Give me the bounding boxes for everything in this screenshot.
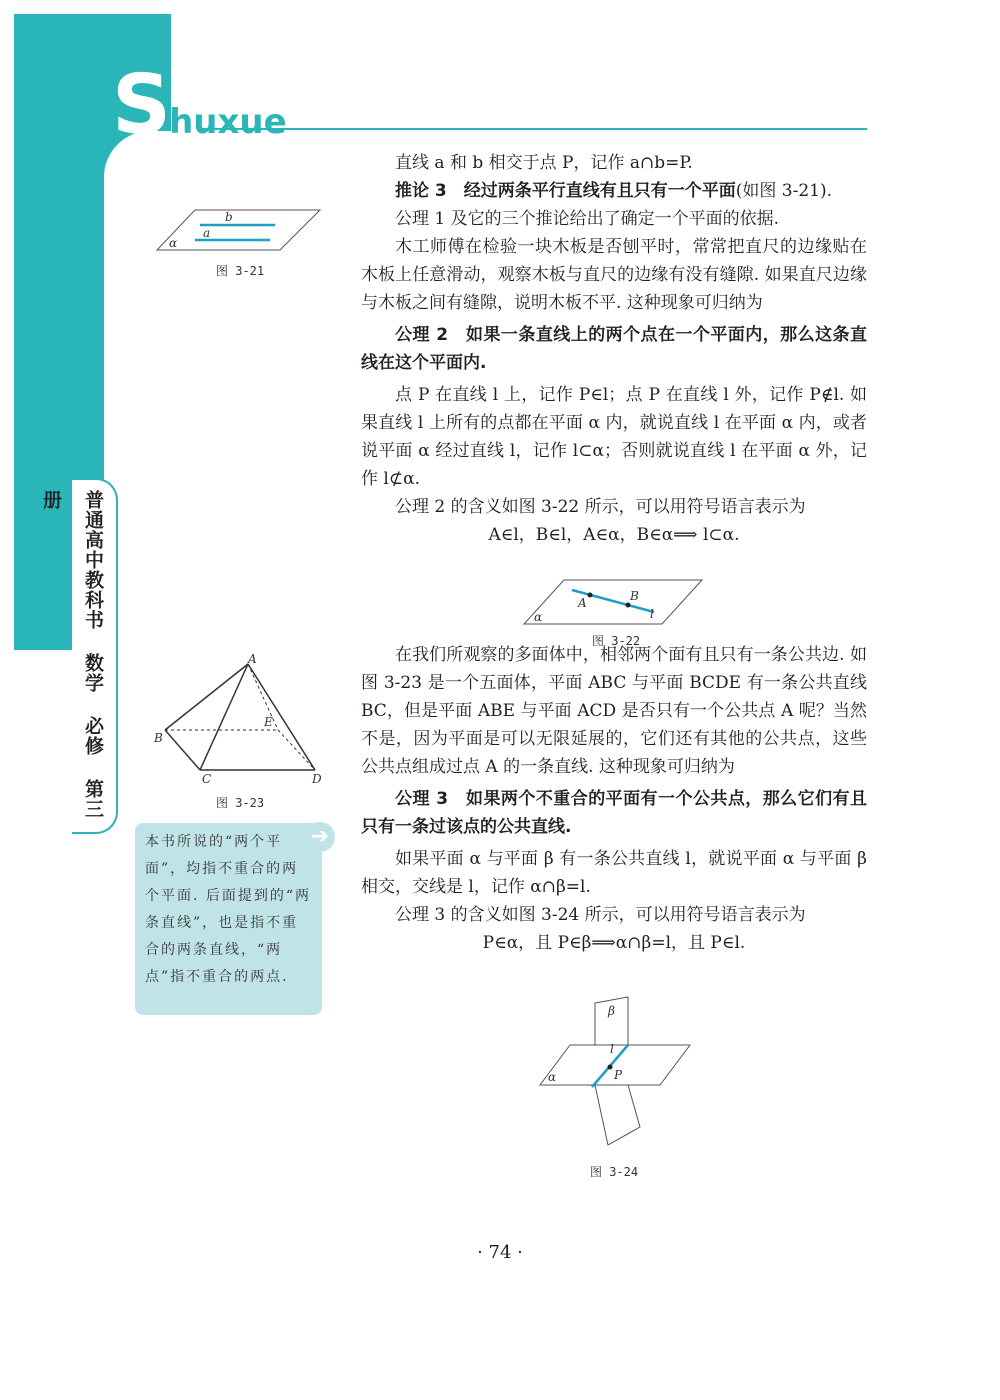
label-B: B <box>154 731 163 745</box>
subject-logo: Shuxue <box>112 58 287 153</box>
label-E: E <box>264 715 273 729</box>
paragraph: 木工师傅在检验一块木板是否刨平时，常常把直尺的边缘贴在木板上任意滑动，观察木板与直尺的边缘有没有缝隙. 如果直尺边缘与木板之间有缝隙，说明木板不平. 这种现象可归纳为 <box>361 237 867 313</box>
caption-3-21: 图 3-21 <box>216 264 265 278</box>
label-alpha: α <box>169 236 178 250</box>
formula: A∈l，B∈l，A∈α，B∈α⟹ l⊂α. <box>488 525 740 545</box>
paragraph: 点 P 在直线 l 上，记作 P∈l；点 P 在直线 l 外，记作 P∉l. 如果直线 l 上所有的点都在平面 α 内，就说直线 l 在平面 α 内，或者说平面 α 经过直线 l，记作 l⊂α；否则就说直线 l 在平面 α 外，记作 l⊄α. <box>361 385 867 489</box>
caption-3-22: 图 3-22 <box>592 634 641 648</box>
caption-3-24: 图 3-24 <box>590 1165 639 1179</box>
label-l: l <box>610 1042 614 1056</box>
formula: P∈α，且 P∈β⟹α∩β=l，且 P∈l. <box>482 933 746 953</box>
label-beta: β <box>608 1004 615 1018</box>
label-alpha: α <box>534 610 543 624</box>
label-b: b <box>225 210 233 224</box>
book-title: 普通高中教科书 数学 必修 第三册 <box>40 490 104 819</box>
figure-3-21 <box>155 205 325 255</box>
paragraph: 公理 2 的含义如图 3-22 所示，可以用符号语言表示为 <box>395 497 806 517</box>
label-D: D <box>312 772 322 786</box>
label-A: A <box>578 596 587 610</box>
margin-note: 本书所说的“两个平面”，均指不重合的两个平面. 后面提到的“两条直线”，也是指不重合的两条直线，“两点”指不重合的两点. <box>135 823 322 1015</box>
label-C: C <box>202 772 212 786</box>
paragraph: 在我们所观察的多面体中，相邻两个面有且只有一条公共边. 如图 3-23 是一个五面体，平面 ABC 与平面 BCDE 有一条公共直线 BC，但是平面 ABE 与平面 ACD 是否只有一个公共点 A 呢？当然不是，因为平面是可以无限延展的，它们还有其他的公共点，这些公共点组成过点 A 的一条直线. 这种现象可归纳为 <box>361 645 867 777</box>
label-alpha: α <box>548 1070 557 1084</box>
book-title-tab <box>40 478 118 834</box>
paragraph: 公理 3 的含义如图 3-24 所示，可以用符号语言表示为 <box>395 905 806 925</box>
header-rule <box>200 128 867 130</box>
label-P: P <box>614 1068 623 1082</box>
label-a: a <box>203 226 211 240</box>
caption-3-23: 图 3-23 <box>216 796 265 810</box>
axiom-3: 公理 3 如果两个不重合的平面有一个公共点，那么它们有且只有一条过该点的公共直线. <box>361 789 867 837</box>
figure-3-22 <box>522 578 704 628</box>
arrow-right-icon: ➔ <box>305 822 335 852</box>
paragraph: 直线 a 和 b 相交于点 P，记作 a∩b=P. <box>395 153 693 173</box>
corollary-3: 推论 3 经过两条平行直线有且只有一个平面(如图 3-21). <box>395 181 833 201</box>
paragraph: 如果平面 α 与平面 β 有一条公共直线 l，就说平面 α 与平面 β 相交，交线是 l，记作 α∩β=l. <box>361 849 867 897</box>
main-text <box>361 149 867 957</box>
figure-3-24 <box>530 995 695 1147</box>
axiom-2: 公理 2 如果一条直线上的两个点在一个平面内，那么这条直线在这个平面内. <box>361 325 867 373</box>
page-number: · 74 · <box>477 1242 523 1263</box>
label-B: B <box>630 589 639 603</box>
paragraph: 公理 1 及它的三个推论给出了确定一个平面的依据. <box>395 209 780 229</box>
label-l: l <box>650 607 654 621</box>
label-A: A <box>248 652 257 666</box>
figure-3-23 <box>150 652 330 787</box>
